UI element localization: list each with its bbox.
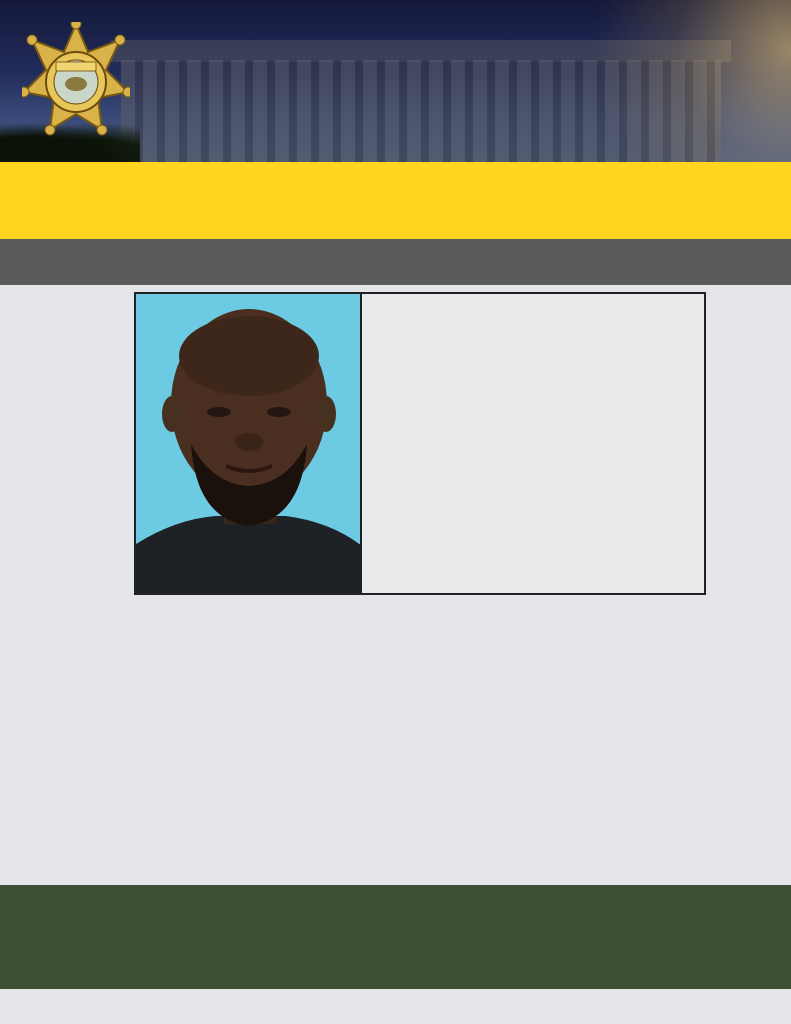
person-portrait-icon [136,294,362,593]
header-sky-glow [531,0,791,162]
contact-panel [0,885,791,989]
person-details [362,294,704,593]
bulletin-body [22,604,770,612]
bulletin-header [0,0,791,162]
person-info-box [134,292,706,595]
sheriff-star-badge-icon [22,22,130,144]
at-risk-banner [0,239,791,285]
missing-person-banner [0,162,791,239]
missing-person-photo [136,294,362,593]
